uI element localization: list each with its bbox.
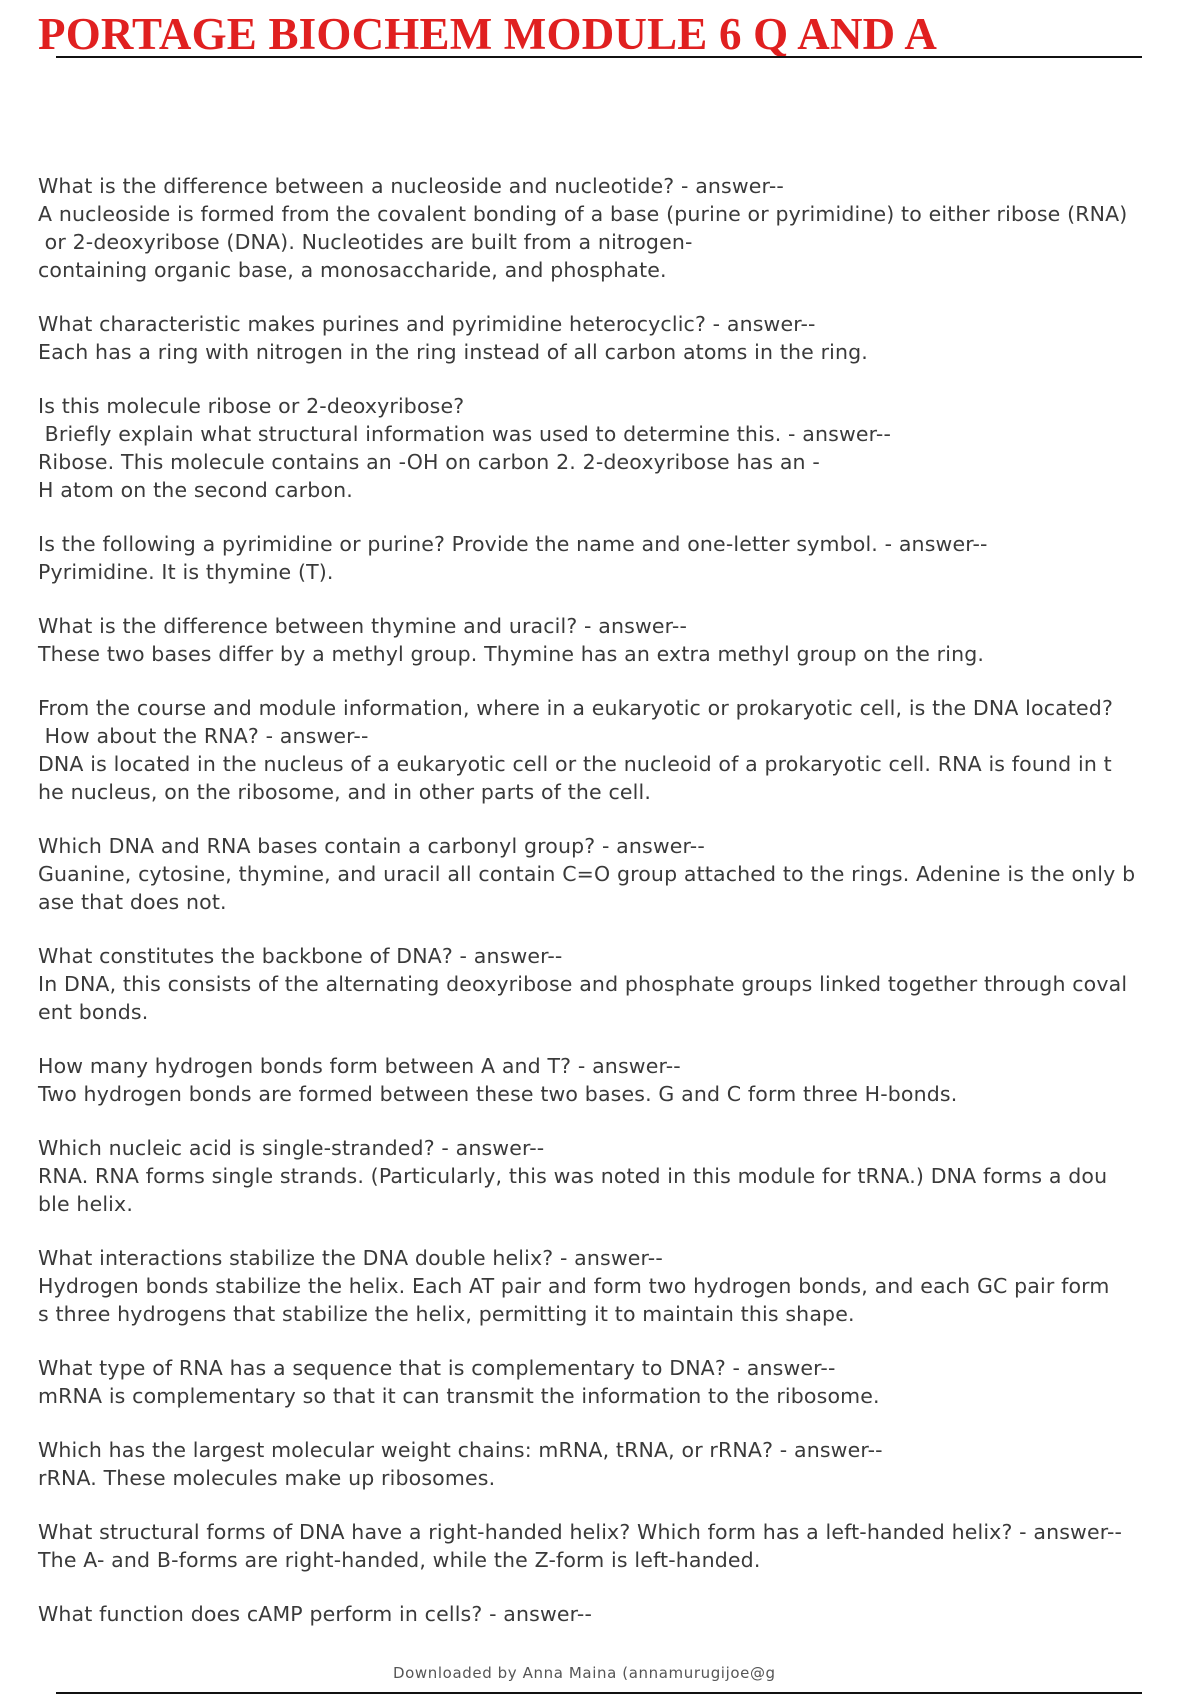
question-text: From the course and module information, where in a eukaryotic or prokaryotic cell, is the DNA located? How about the RNA? - answer-- [38,696,1113,748]
question-text: What is the difference between a nucleoside and nucleotide? - answer-- [38,174,784,198]
question-text: What is the difference between thymine and uracil? - answer-- [38,614,687,638]
answer-text: The A- and B-forms are right-handed, while the Z-form is left-handed. [38,1548,761,1572]
download-footer: Downloaded by Anna Maina (annamurugijoe@g [393,1664,776,1682]
document-title: PORTAGE BIOCHEM MODULE 6 Q AND A [38,9,938,59]
qa-item [38,1052,1194,1108]
answer-text: Two hydrogen bonds are formed between these two bases. G and C form three H-bonds. [38,1082,958,1106]
qa-item [38,942,1194,1026]
question-text: What type of RNA has a sequence that is complementary to DNA? - answer-- [38,1356,836,1380]
qa-list [38,172,1194,1654]
footer-rule [56,1692,1142,1694]
question-text: What structural forms of DNA have a right-handed helix? Which form has a left-handed helix? - answer-- [38,1520,1123,1544]
answer-text: Each has a ring with nitrogen in the ring instead of all carbon atoms in the ring. [38,340,868,364]
title-underline [56,56,1142,58]
question-text: What function does cAMP perform in cells? - answer-- [38,1602,593,1626]
answer-text: These two bases differ by a methyl group. Thymine has an extra methyl group on the ring. [38,642,985,666]
qa-item [38,530,1194,586]
question-text: What characteristic makes purines and pyrimidine heterocyclic? - answer-- [38,312,816,336]
qa-item [38,694,1194,806]
question-text: Is the following a pyrimidine or purine? Provide the name and one-letter symbol. - answer-- [38,532,988,556]
question-text: What constitutes the backbone of DNA? - answer-- [38,944,563,968]
answer-text: rRNA. These molecules make up ribosomes. [38,1466,496,1490]
qa-item [38,1600,1194,1628]
answer-text: DNA is located in the nucleus of a eukaryotic cell or the nucleoid of a prokaryotic cell. RNA is found in t he nucleus, on the ribosome, and in other parts of the cell. [38,752,1112,804]
answer-text: A nucleoside is formed from the covalent bonding of a base (purine or pyrimidine) to either ribose (RNA) or 2-deoxyribose (DNA). Nucleotides are built from a nitrogen- containing organic base, a monosaccharide, and phosphate. [38,202,1128,282]
answer-text: Guanine, cytosine, thymine, and uracil all contain C=O group attached to the rings. Adenine is the only b ase that does not. [38,862,1136,914]
answer-text: In DNA, this consists of the alternating deoxyribose and phosphate groups linked together through coval ent bonds. [38,972,1128,1024]
question-text: Which has the largest molecular weight chains: mRNA, tRNA, or rRNA? - answer-- [38,1438,883,1462]
answer-text: Ribose. This molecule contains an -OH on carbon 2. 2-deoxyribose has an - H atom on the second carbon. [38,450,820,502]
qa-item [38,1354,1194,1410]
answer-text: mRNA is complementary so that it can transmit the information to the ribosome. [38,1384,880,1408]
qa-item [38,832,1194,916]
question-text: Is this molecule ribose or 2-deoxyribose? Briefly explain what structural information was used to determine this. - answer-- [38,394,891,446]
qa-item [38,1436,1194,1492]
question-text: Which nucleic acid is single-stranded? - answer-- [38,1136,545,1160]
qa-item [38,310,1194,366]
answer-text: RNA. RNA forms single strands. (Particularly, this was noted in this module for tRNA.) DNA forms a dou ble helix. [38,1164,1108,1216]
qa-item [38,1244,1194,1328]
qa-item [38,1134,1194,1218]
qa-item [38,612,1194,668]
qa-item [38,392,1194,504]
qa-item [38,172,1194,284]
answer-text: Hydrogen bonds stabilize the helix. Each AT pair and form two hydrogen bonds, and each GC pair form s three hydrogens that stabilize the helix, permitting it to maintain this shape. [38,1274,1110,1326]
qa-item [38,1518,1194,1574]
question-text: How many hydrogen bonds form between A and T? - answer-- [38,1054,681,1078]
question-text: What interactions stabilize the DNA double helix? - answer-- [38,1246,663,1270]
answer-text: Pyrimidine. It is thymine (T). [38,560,334,584]
question-text: Which DNA and RNA bases contain a carbonyl group? - answer-- [38,834,705,858]
